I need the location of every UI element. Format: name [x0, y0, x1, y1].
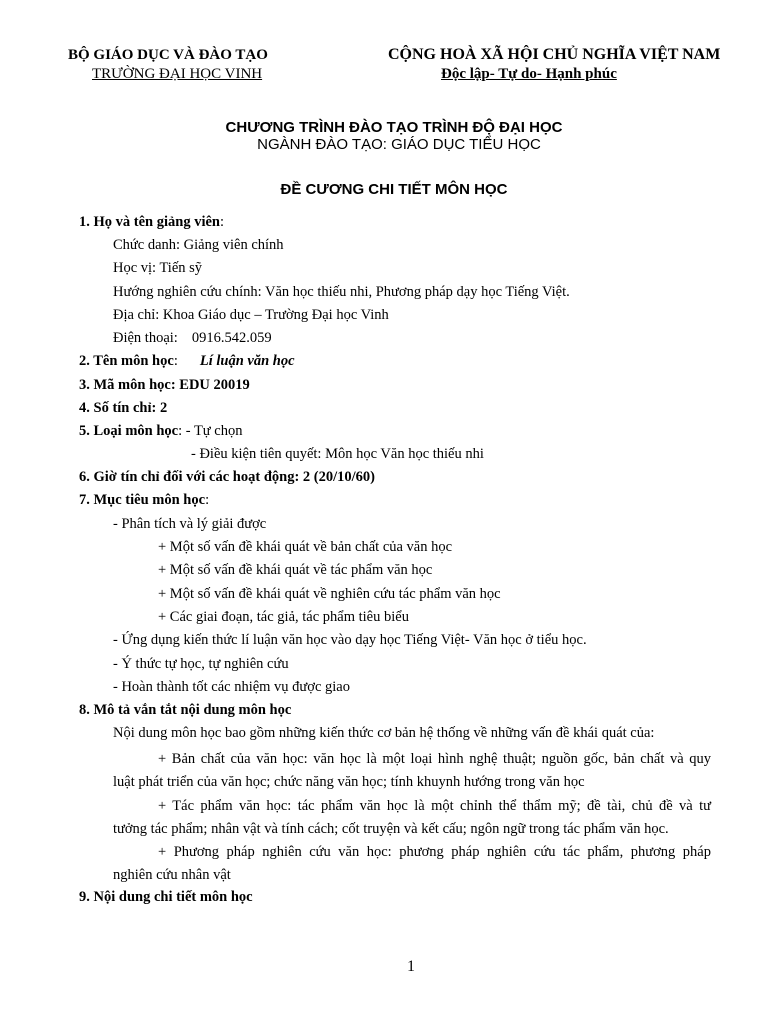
lecturer-phone-line	[113, 330, 272, 347]
page-number: 1	[407, 958, 415, 975]
phone-label: Điện thoại:	[113, 330, 178, 346]
section-5-label: 5. Loại môn học	[79, 423, 179, 439]
republic-name: CỘNG HOÀ XÃ HỘI CHỦ NGHĨA VIỆT NAM	[388, 46, 721, 63]
section-1-label: 1. Họ và tên giảng viên	[79, 214, 220, 230]
course-type: : - Tự chọn	[178, 423, 243, 439]
ministry-name: BỘ GIÁO DỤC VÀ ĐÀO TẠO	[68, 47, 268, 63]
phone-number: 0916.542.059	[191, 330, 272, 346]
description-paragraph-1-rest: luật phát triển của văn học; chức năng văn học; tính khuynh hướng trong văn học	[113, 774, 585, 790]
section-4-credits: 4. Số tín chỉ: 2	[79, 400, 168, 416]
section-8-heading: 8. Mô tả vắn tắt nội dung môn học	[79, 702, 292, 718]
description-paragraph-3	[113, 841, 711, 887]
description-paragraph-2-rest: tưởng tác phẩm; nhân vật và tính cách; cốt truyện và kết cấu; ngôn ngữ trong tác phẩm văn học.	[113, 821, 669, 837]
objective-1: - Phân tích và lý giải được	[113, 516, 267, 532]
section-6-credit-hours: 6. Giờ tín chỉ đối với các hoạt động: 2 (20/10/60)	[79, 469, 375, 485]
objective-4: - Hoàn thành tốt các nhiệm vụ được giao	[113, 679, 350, 695]
description-paragraph-2-first-line: + Tác phẩm văn học: tác phẩm văn học là một chỉnh thể thẩm mỹ; đề tài, chủ đề và tư	[158, 798, 711, 814]
national-motto: Độc lập- Tự do- Hạnh phúc	[441, 66, 617, 82]
objective-1-sub-2: + Một số vấn đề khái quát về tác phẩm văn học	[158, 562, 433, 578]
description-paragraph-1	[113, 748, 711, 794]
lecturer-research: Hướng nghiên cứu chính: Văn học thiếu nhi, Phương pháp dạy học Tiếng Việt.	[113, 284, 570, 300]
syllabus-title: ĐỀ CƯƠNG CHI TIẾT MÔN HỌC	[280, 181, 508, 198]
section-7-heading	[79, 492, 209, 509]
course-name: Lí luận văn học	[199, 353, 295, 369]
university-name: TRƯỜNG ĐẠI HỌC VINH	[92, 66, 263, 82]
description-intro: Nội dung môn học bao gồm những kiến thức cơ bản hệ thống về những vấn đề khái quát của:	[113, 725, 655, 741]
section-7-colon: :	[205, 492, 210, 508]
section-2-line	[79, 353, 295, 370]
section-5-line	[79, 423, 242, 440]
section-2-label: 2. Tên môn học	[79, 353, 174, 369]
lecturer-degree: Học vị: Tiến sỹ	[113, 260, 203, 276]
section-7-label: 7. Mục tiêu môn học	[79, 492, 206, 508]
objective-1-sub-3: + Một số vấn đề khái quát về nghiên cứu tác phẩm văn học	[158, 586, 501, 602]
section-1-heading	[79, 214, 224, 231]
section-9-heading: 9. Nội dung chi tiết môn học	[79, 889, 253, 905]
prerequisite: - Điều kiện tiên quyết: Môn học Văn học thiếu nhi	[191, 446, 484, 462]
lecturer-position: Chức danh: Giảng viên chính	[113, 237, 284, 253]
lecturer-address: Địa chỉ: Khoa Giáo dục – Trường Đại học Vinh	[113, 307, 389, 323]
section-3-course-code: 3. Mã môn học: EDU 20019	[79, 377, 250, 393]
description-paragraph-3-first-line: + Phương pháp nghiên cứu văn học: phương pháp nghiên cứu tác phẩm, phương pháp	[158, 844, 711, 860]
description-paragraph-2	[113, 795, 711, 841]
section-1-colon: :	[219, 214, 225, 230]
description-paragraph-3-rest: nghiên cứu nhân vật	[113, 867, 231, 883]
description-paragraph-1-first-line: + Bản chất của văn học: văn học là một loại hình nghệ thuật; nguồn gốc, bản chất và quy	[158, 751, 711, 767]
objective-1-sub-1: + Một số vấn đề khái quát về bản chất của văn học	[158, 539, 453, 555]
section-2-colon: :	[173, 353, 178, 369]
objective-3: - Ý thức tự học, tự nghiên cứu	[113, 656, 289, 672]
major-title: NGÀNH ĐÀO TẠO: GIÁO DỤC TIỂU HỌC	[257, 136, 541, 153]
objective-2: - Ứng dụng kiến thức lí luận văn học vào dạy học Tiếng Việt- Văn học ở tiểu học.	[113, 632, 587, 648]
program-title: CHƯƠNG TRÌNH ĐÀO TẠO TRÌNH ĐỘ ĐẠI HỌC	[225, 119, 563, 136]
objective-1-sub-4: + Các giai đoạn, tác giả, tác phẩm tiêu biểu	[158, 609, 409, 625]
